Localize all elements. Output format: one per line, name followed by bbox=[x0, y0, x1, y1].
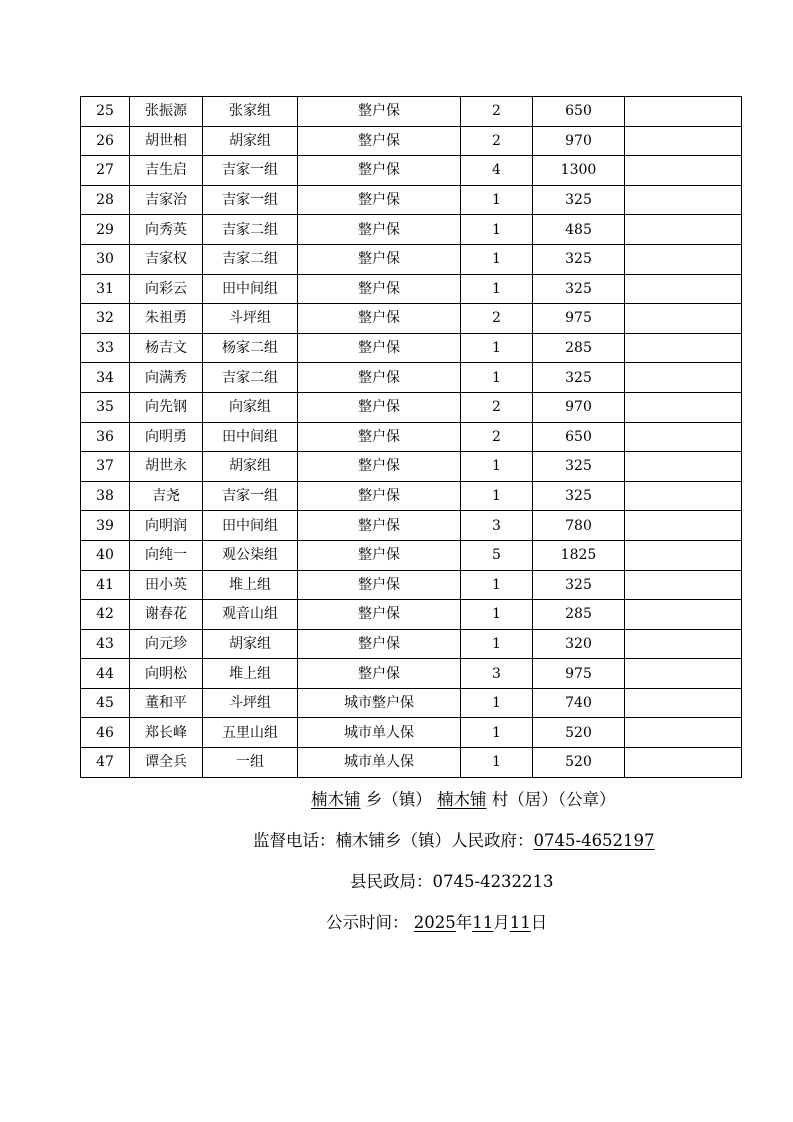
cell-group: 斗坪组 bbox=[203, 688, 298, 718]
cell-person-count: 1 bbox=[461, 481, 533, 511]
cell-person-count: 1 bbox=[461, 185, 533, 215]
cell-amount: 650 bbox=[533, 97, 625, 127]
cell-relief-type: 整户保 bbox=[298, 304, 461, 334]
cell-name: 向明松 bbox=[130, 659, 203, 689]
cell-relief-type: 整户保 bbox=[298, 244, 461, 274]
village-suffix: 村（居）（公章） bbox=[491, 790, 616, 809]
cell-name: 向纯一 bbox=[130, 540, 203, 570]
village-name: 楠木铺 bbox=[437, 790, 487, 809]
cell-row-number: 32 bbox=[81, 304, 130, 334]
cell-relief-type: 整户保 bbox=[298, 659, 461, 689]
cell-relief-type: 整户保 bbox=[298, 363, 461, 393]
cell-remark bbox=[625, 629, 742, 659]
cell-remark bbox=[625, 333, 742, 363]
cell-amount: 970 bbox=[533, 392, 625, 422]
cell-amount: 320 bbox=[533, 629, 625, 659]
cell-amount: 650 bbox=[533, 422, 625, 452]
cell-amount: 325 bbox=[533, 244, 625, 274]
cell-relief-type: 整户保 bbox=[298, 481, 461, 511]
table-row bbox=[81, 600, 742, 630]
cell-name: 吉尧 bbox=[130, 481, 203, 511]
cell-amount: 325 bbox=[533, 452, 625, 482]
cell-relief-type: 整户保 bbox=[298, 540, 461, 570]
cell-name: 向满秀 bbox=[130, 363, 203, 393]
cell-row-number: 35 bbox=[81, 392, 130, 422]
cell-group: 胡家组 bbox=[203, 452, 298, 482]
table-row bbox=[81, 481, 742, 511]
cell-relief-type: 城市整户保 bbox=[298, 688, 461, 718]
cell-person-count: 1 bbox=[461, 688, 533, 718]
cell-remark bbox=[625, 97, 742, 127]
cell-person-count: 1 bbox=[461, 333, 533, 363]
cell-amount: 975 bbox=[533, 304, 625, 334]
date-label: 公示时间： bbox=[326, 913, 409, 932]
cell-name: 谭全兵 bbox=[130, 748, 203, 778]
cell-name: 吉家权 bbox=[130, 244, 203, 274]
cell-amount: 285 bbox=[533, 600, 625, 630]
table-row bbox=[81, 244, 742, 274]
cell-remark bbox=[625, 481, 742, 511]
table-row bbox=[81, 333, 742, 363]
cell-name: 田小英 bbox=[130, 570, 203, 600]
cell-remark bbox=[625, 540, 742, 570]
cell-relief-type: 整户保 bbox=[298, 392, 461, 422]
roster-body bbox=[81, 97, 742, 778]
cell-group: 张家组 bbox=[203, 97, 298, 127]
relief-roster-table bbox=[80, 96, 742, 778]
table-row bbox=[81, 570, 742, 600]
table-row bbox=[81, 540, 742, 570]
cell-person-count: 1 bbox=[461, 274, 533, 304]
cell-person-count: 2 bbox=[461, 97, 533, 127]
table-row bbox=[81, 718, 742, 748]
cell-amount: 780 bbox=[533, 511, 625, 541]
cell-group: 斗坪组 bbox=[203, 304, 298, 334]
cell-name: 胡世相 bbox=[130, 126, 203, 156]
date-day: 11 bbox=[509, 913, 531, 932]
table-row bbox=[81, 363, 742, 393]
cell-amount: 970 bbox=[533, 126, 625, 156]
cell-group: 五里山组 bbox=[203, 718, 298, 748]
cell-row-number: 45 bbox=[81, 688, 130, 718]
cell-name: 董和平 bbox=[130, 688, 203, 718]
cell-name: 张振源 bbox=[130, 97, 203, 127]
cell-name: 朱祖勇 bbox=[130, 304, 203, 334]
cell-person-count: 1 bbox=[461, 718, 533, 748]
cell-group: 胡家组 bbox=[203, 126, 298, 156]
cell-relief-type: 整户保 bbox=[298, 570, 461, 600]
cell-person-count: 1 bbox=[461, 748, 533, 778]
cell-row-number: 40 bbox=[81, 540, 130, 570]
county-bureau-line: 县民政局：0745-4232213 bbox=[350, 872, 554, 891]
cell-group: 吉家一组 bbox=[203, 481, 298, 511]
cell-group: 田中间组 bbox=[203, 274, 298, 304]
cell-row-number: 31 bbox=[81, 274, 130, 304]
cell-amount: 325 bbox=[533, 185, 625, 215]
cell-amount: 520 bbox=[533, 718, 625, 748]
seal-line bbox=[311, 786, 616, 810]
cell-remark bbox=[625, 304, 742, 334]
cell-name: 向明润 bbox=[130, 511, 203, 541]
table-row bbox=[81, 748, 742, 778]
cell-group: 田中间组 bbox=[203, 511, 298, 541]
cell-row-number: 46 bbox=[81, 718, 130, 748]
cell-amount: 975 bbox=[533, 659, 625, 689]
table-row bbox=[81, 274, 742, 304]
table-row bbox=[81, 659, 742, 689]
cell-amount: 325 bbox=[533, 481, 625, 511]
cell-row-number: 36 bbox=[81, 422, 130, 452]
cell-group: 田中间组 bbox=[203, 422, 298, 452]
cell-relief-type: 整户保 bbox=[298, 185, 461, 215]
cell-name: 胡世永 bbox=[130, 452, 203, 482]
supervision-line bbox=[253, 827, 655, 851]
table-row bbox=[81, 511, 742, 541]
cell-remark bbox=[625, 392, 742, 422]
cell-row-number: 37 bbox=[81, 452, 130, 482]
cell-amount: 285 bbox=[533, 333, 625, 363]
cell-amount: 520 bbox=[533, 748, 625, 778]
cell-row-number: 38 bbox=[81, 481, 130, 511]
cell-relief-type: 整户保 bbox=[298, 422, 461, 452]
table-row bbox=[81, 156, 742, 186]
cell-remark bbox=[625, 363, 742, 393]
cell-row-number: 34 bbox=[81, 363, 130, 393]
cell-row-number: 42 bbox=[81, 600, 130, 630]
cell-person-count: 1 bbox=[461, 215, 533, 245]
cell-group: 观音山组 bbox=[203, 600, 298, 630]
cell-name: 杨吉文 bbox=[130, 333, 203, 363]
cell-group: 吉家一组 bbox=[203, 185, 298, 215]
cell-group: 胡家组 bbox=[203, 629, 298, 659]
cell-amount: 1825 bbox=[533, 540, 625, 570]
cell-relief-type: 整户保 bbox=[298, 97, 461, 127]
cell-amount: 325 bbox=[533, 363, 625, 393]
cell-remark bbox=[625, 511, 742, 541]
cell-person-count: 2 bbox=[461, 304, 533, 334]
cell-group: 堆上组 bbox=[203, 659, 298, 689]
cell-name: 吉生启 bbox=[130, 156, 203, 186]
cell-row-number: 26 bbox=[81, 126, 130, 156]
cell-amount: 485 bbox=[533, 215, 625, 245]
cell-remark bbox=[625, 215, 742, 245]
cell-row-number: 33 bbox=[81, 333, 130, 363]
table-row bbox=[81, 392, 742, 422]
cell-remark bbox=[625, 570, 742, 600]
cell-amount: 325 bbox=[533, 274, 625, 304]
cell-group: 吉家二组 bbox=[203, 244, 298, 274]
cell-row-number: 39 bbox=[81, 511, 130, 541]
table-row bbox=[81, 97, 742, 127]
cell-person-count: 1 bbox=[461, 244, 533, 274]
cell-name: 向明勇 bbox=[130, 422, 203, 452]
cell-name: 向彩云 bbox=[130, 274, 203, 304]
cell-remark bbox=[625, 422, 742, 452]
cell-person-count: 1 bbox=[461, 570, 533, 600]
cell-row-number: 44 bbox=[81, 659, 130, 689]
cell-person-count: 5 bbox=[461, 540, 533, 570]
cell-relief-type: 整户保 bbox=[298, 629, 461, 659]
cell-person-count: 1 bbox=[461, 452, 533, 482]
cell-name: 向元珍 bbox=[130, 629, 203, 659]
cell-person-count: 1 bbox=[461, 629, 533, 659]
cell-name: 郑长峰 bbox=[130, 718, 203, 748]
cell-row-number: 28 bbox=[81, 185, 130, 215]
cell-row-number: 29 bbox=[81, 215, 130, 245]
cell-name: 谢春花 bbox=[130, 600, 203, 630]
cell-remark bbox=[625, 659, 742, 689]
cell-amount: 325 bbox=[533, 570, 625, 600]
table-row bbox=[81, 452, 742, 482]
cell-remark bbox=[625, 126, 742, 156]
cell-person-count: 2 bbox=[461, 126, 533, 156]
cell-person-count: 3 bbox=[461, 511, 533, 541]
cell-relief-type: 整户保 bbox=[298, 215, 461, 245]
publication-date-line bbox=[326, 909, 547, 933]
date-year: 2025 bbox=[413, 913, 456, 932]
cell-remark bbox=[625, 244, 742, 274]
cell-relief-type: 整户保 bbox=[298, 333, 461, 363]
cell-relief-type: 整户保 bbox=[298, 600, 461, 630]
cell-row-number: 25 bbox=[81, 97, 130, 127]
cell-relief-type: 整户保 bbox=[298, 274, 461, 304]
cell-group: 堆上组 bbox=[203, 570, 298, 600]
cell-group: 吉家一组 bbox=[203, 156, 298, 186]
cell-amount: 1300 bbox=[533, 156, 625, 186]
cell-row-number: 27 bbox=[81, 156, 130, 186]
cell-remark bbox=[625, 718, 742, 748]
year-unit: 年 bbox=[455, 913, 473, 932]
cell-remark bbox=[625, 748, 742, 778]
cell-relief-type: 城市单人保 bbox=[298, 718, 461, 748]
cell-remark bbox=[625, 688, 742, 718]
cell-relief-type: 整户保 bbox=[298, 452, 461, 482]
cell-amount: 740 bbox=[533, 688, 625, 718]
cell-group: 杨家二组 bbox=[203, 333, 298, 363]
cell-person-count: 3 bbox=[461, 659, 533, 689]
cell-row-number: 41 bbox=[81, 570, 130, 600]
cell-person-count: 2 bbox=[461, 392, 533, 422]
table-row bbox=[81, 126, 742, 156]
cell-row-number: 43 bbox=[81, 629, 130, 659]
cell-row-number: 30 bbox=[81, 244, 130, 274]
table-row bbox=[81, 422, 742, 452]
month-unit: 月 bbox=[493, 913, 510, 932]
cell-person-count: 1 bbox=[461, 600, 533, 630]
cell-remark bbox=[625, 452, 742, 482]
cell-person-count: 4 bbox=[461, 156, 533, 186]
cell-person-count: 2 bbox=[461, 422, 533, 452]
date-month: 11 bbox=[472, 913, 494, 932]
cell-remark bbox=[625, 185, 742, 215]
table-row bbox=[81, 215, 742, 245]
cell-group: 向家组 bbox=[203, 392, 298, 422]
cell-name: 吉家治 bbox=[130, 185, 203, 215]
cell-group: 吉家二组 bbox=[203, 363, 298, 393]
cell-remark bbox=[625, 156, 742, 186]
cell-row-number: 47 bbox=[81, 748, 130, 778]
cell-relief-type: 整户保 bbox=[298, 156, 461, 186]
cell-name: 向秀英 bbox=[130, 215, 203, 245]
township-name: 楠木铺 bbox=[311, 790, 361, 809]
table-row bbox=[81, 185, 742, 215]
cell-name: 向先钢 bbox=[130, 392, 203, 422]
cell-remark bbox=[625, 600, 742, 630]
cell-group: 一组 bbox=[203, 748, 298, 778]
cell-remark bbox=[625, 274, 742, 304]
cell-person-count: 1 bbox=[461, 363, 533, 393]
supervision-label: 监督电话：楠木铺乡（镇）人民政府： bbox=[253, 831, 534, 850]
day-unit: 日 bbox=[530, 913, 548, 932]
cell-group: 吉家二组 bbox=[203, 215, 298, 245]
supervision-phone: 0745-4652197 bbox=[533, 831, 655, 850]
cell-group: 观公柒组 bbox=[203, 540, 298, 570]
table-row bbox=[81, 688, 742, 718]
table-row bbox=[81, 629, 742, 659]
township-suffix: 乡（镇） bbox=[365, 790, 432, 809]
cell-relief-type: 城市单人保 bbox=[298, 748, 461, 778]
cell-relief-type: 整户保 bbox=[298, 126, 461, 156]
table-row bbox=[81, 304, 742, 334]
cell-relief-type: 整户保 bbox=[298, 511, 461, 541]
